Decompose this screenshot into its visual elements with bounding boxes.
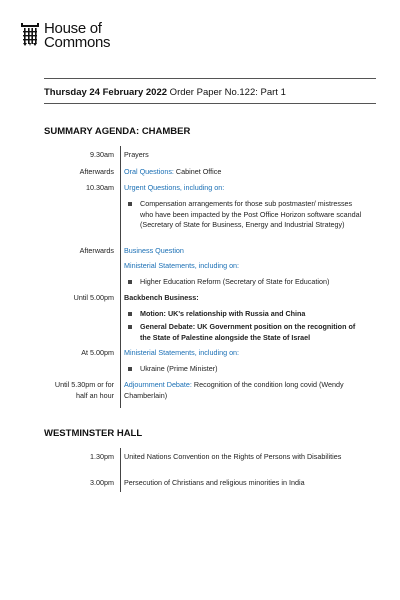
agenda-time: 1.30pm — [90, 452, 114, 461]
logo-line-2: Commons — [44, 34, 111, 51]
oral-questions-link[interactable]: Oral Questions: — [124, 167, 174, 176]
agenda-time: Until 5.30pm or for half an hour — [54, 380, 114, 400]
general-debate-link[interactable]: General Debate: UK Government position on the recognition of the State of Palestine alongside the State of Israel — [140, 322, 356, 342]
logo-line-1: House of — [44, 20, 102, 37]
bullet-icon — [128, 280, 132, 284]
agenda-bullet-item: Ukraine (Prime Minister) — [140, 364, 218, 373]
bullet-icon — [128, 325, 132, 329]
business-question-link[interactable]: Business Question — [124, 246, 184, 255]
agenda-item: United Nations Convention on the Rights of Persons with Disabilities — [124, 452, 342, 461]
agenda-bullet-item: Higher Education Reform (Secretary of State for Education) — [140, 277, 330, 286]
westminster-timeline-divider — [120, 448, 121, 492]
house-of-commons-logo — [20, 22, 110, 50]
backbench-business-label: Backbench Business: — [124, 293, 199, 302]
urgent-questions-link[interactable]: Urgent Questions, including on: — [124, 183, 225, 192]
logo-wordmark — [44, 22, 110, 50]
agenda-item: Adjournment Debate: Recognition of the condition long covid (Wendy Chamberlain) — [124, 380, 344, 400]
bullet-icon — [128, 312, 132, 316]
agenda-item: Oral Questions: Cabinet Office — [124, 167, 222, 176]
portcullis-icon — [20, 23, 40, 47]
ministerial-statements-link[interactable]: Ministerial Statements, including on: — [124, 261, 240, 270]
order-paper-heading — [44, 87, 286, 98]
agenda-item: Prayers — [124, 150, 149, 159]
agenda-bullet-item: Compensation arrangements for those sub postmaster/ mistresses who have been impacted by the Post Office Horizon software scandal (Secretary of State for Business, Energy and Industrial Strategy) — [140, 199, 362, 229]
ministerial-statements-link[interactable]: Ministerial Statements, including on: — [124, 348, 240, 357]
header-top-rule — [44, 78, 376, 79]
agenda-time: 3.00pm — [90, 478, 114, 487]
bullet-icon — [128, 367, 132, 371]
agenda-item: Persecution of Christians and religious minorities in India — [124, 478, 305, 487]
order-paper-date: Thursday 24 February 2022 — [44, 87, 168, 98]
agenda-time: 10.30am — [86, 183, 114, 192]
agenda-time: At 5.00pm — [81, 348, 114, 357]
motion-link[interactable]: Motion: UK's relationship with Russia and China — [140, 309, 306, 318]
westminster-hall-section-title: WESTMINSTER HALL — [44, 428, 143, 439]
chamber-section-title: SUMMARY AGENDA: CHAMBER — [44, 126, 191, 137]
chamber-timeline-divider — [120, 146, 121, 408]
agenda-time: 9.30am — [90, 150, 114, 159]
order-paper-number: Order Paper No.122: Part 1 — [167, 87, 286, 98]
agenda-time: Until 5.00pm — [73, 293, 114, 302]
agenda-time: Afterwards — [79, 167, 114, 176]
agenda-time: Afterwards — [79, 246, 114, 255]
adjournment-debate-link[interactable]: Adjournment Debate: — [124, 380, 192, 389]
header-bottom-rule — [44, 103, 376, 104]
bullet-icon — [128, 202, 132, 206]
